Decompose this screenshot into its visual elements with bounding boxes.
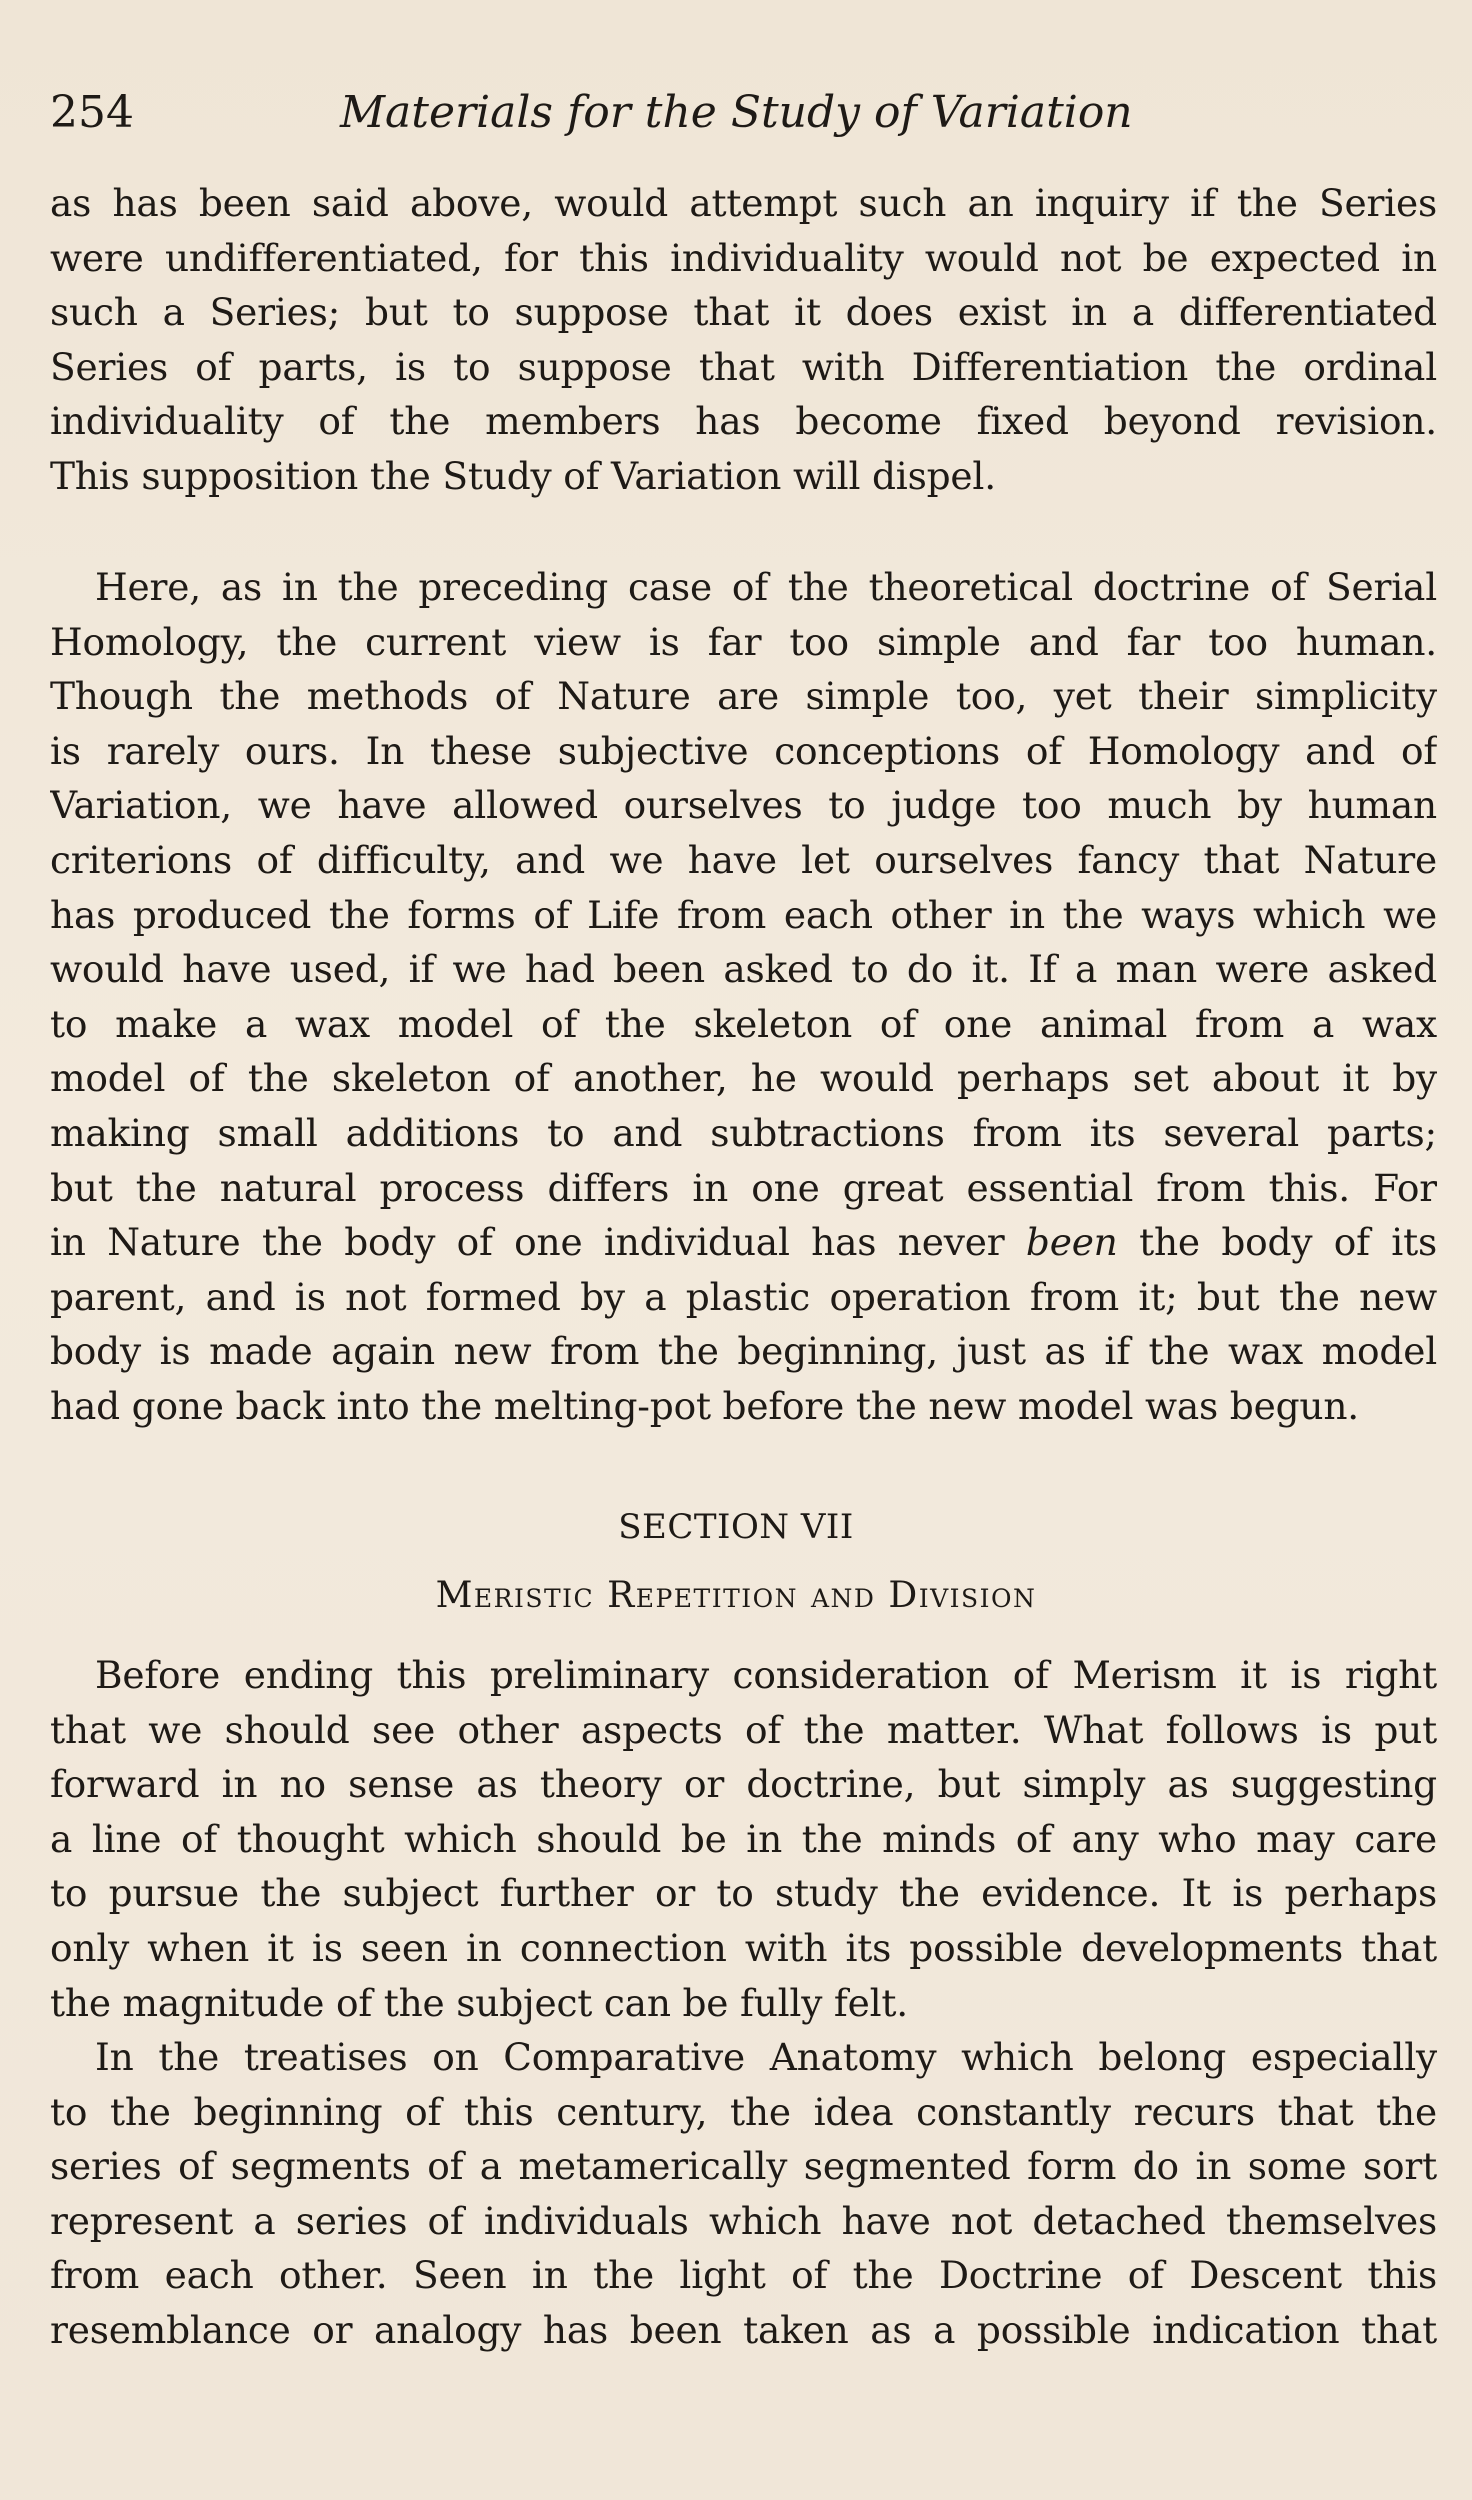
text-line: has produced the forms of Life from each other in the ways which we [50,892,1437,937]
text-line: as has been said above, would attempt such an inquiry if the Series [50,181,1437,225]
text-line: is rarely ours. In these subjective conceptions of Homology and of [50,728,1437,773]
text-line: Here, as in the preceding case of the theoretical doctrine of Serial [95,565,1437,609]
text-line: the magnitude of the subject can be fully felt. [50,1980,908,2025]
text-line: a line of thought which should be in the minds of any who may care [50,1816,1437,1861]
text-line: only when it is seen in connection with its possible developments that [50,1925,1437,1970]
text-line: In the treatises on Comparative Anatomy which belong especially [95,2035,1437,2079]
paragraph-3 [50,1648,1437,2030]
text-line: parent, and is not formed by a plastic operation from it; but the new [50,1274,1437,1319]
text-line: to make a wax model of the skeleton of one animal from a wax [50,1001,1437,1046]
text-line: were undifferentiated, for this individuality would not be expected in [50,235,1437,280]
paragraph-4 [50,2030,1437,2358]
text-line: Variation, we have allowed ourselves to judge too much by human [50,783,1437,828]
text-line: Before ending this preliminary consideration of Merism it is right [95,1653,1437,1697]
text-line: to the beginning of this century, the idea constantly recurs that the [50,2089,1437,2134]
paragraph-2 [50,560,1437,1434]
text-line: series of segments of a metamerically segmented form do in some sort [50,2144,1437,2189]
text-line: but the natural process differs in one great essential from this. For [50,1165,1437,1210]
text-line: Though the methods of Nature are simple too, yet their simplicity [50,674,1437,719]
running-head [50,78,1430,148]
paragraph-1 [50,176,1437,504]
page-number: 254 [50,87,134,138]
section-title: Meristic Repetition and Division [435,1575,1037,1616]
text-line: Series of parts, is to suppose that with Differentiation the ordinal [50,344,1437,389]
text-line: resemblance or analogy has been taken as a possible indication that [50,2307,1437,2352]
text-line: had gone back into the melting-pot before the new model was begun. [50,1383,1360,1428]
emphasized-word: been [1025,1220,1118,1265]
text-line: body is made again new from the beginning, just as if the wax model [50,1329,1437,1374]
text-line: represent a series of individuals which have not detached themselves [50,2198,1437,2243]
text-line: criterions of difficulty, and we have let ourselves fancy that Nature [50,837,1437,882]
section-number: SECTION VII [618,1507,854,1547]
text-line: from each other. Seen in the light of the Doctrine of Descent this [50,2253,1437,2298]
text-line: forward in no sense as theory or doctrine, but simply as suggesting [50,1762,1437,1807]
text-line-with-emphasis [50,1215,1437,1270]
text-line: that we should see other aspects of the matter. What follows is put [50,1707,1437,1752]
text-line: to pursue the subject further or to study the evidence. It is perhaps [50,1871,1437,1916]
text-line: making small additions to and subtractions from its several parts; [50,1110,1437,1155]
text-line: such a Series; but to suppose that it does exist in a differentiated [50,290,1437,335]
line-text-start: in Nature the body of one individual has never [50,1220,1026,1265]
text-line: would have used, if we had been asked to do it. If a man were asked [50,947,1437,992]
text-line: Homology, the current view is far too simple and far too human. [50,619,1437,664]
running-title: Materials for the Study of Variation [340,87,1133,138]
line-text-end: the body of its [1117,1220,1437,1265]
text-line: This supposition the Study of Variation will dispel. [50,453,996,498]
text-line: individuality of the members has become fixed beyond revision. [50,399,1437,444]
text-line: model of the skeleton of another, he would perhaps set about it by [50,1056,1437,1101]
